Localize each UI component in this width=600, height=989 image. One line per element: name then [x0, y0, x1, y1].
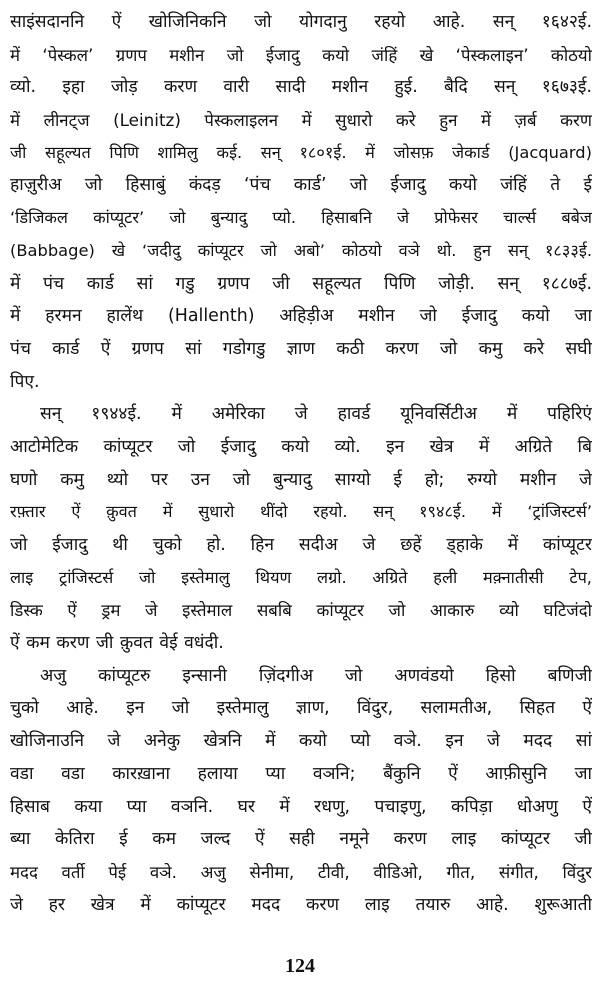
text-line: खोजिनाउनि जे अनेकु खेत्रनि में कयो प्यो वञे. इन जे मदद सां	[10, 731, 592, 752]
text-line: व्यो. इहा जोड़ करण वारी सादी मशीन हुई. बैदि सन् १६७३ई.	[10, 77, 592, 98]
text-line: में हरमन हालेंथ (Hallenth) अहिड़ीअ मशीन जो ईजादु कयो जा	[10, 306, 592, 327]
text-line: हिसाब कया प्या वञनि. घर में रधणु, पचाइणु, कपिड़ा धोअणु ऐं	[10, 796, 592, 817]
text-line: जो ईजादु थी चुको हो. हिन सदीअ जे छहें ड्हाके में कांप्यूटर	[10, 535, 592, 555]
text-line: (Babbage) खे ‘जदीदु कांप्यूटर जो अबो’ कोठयो वञे थो. हुन सन् १८३३ई.	[10, 240, 592, 260]
text-line: अजु कांप्यूटरु इन्सानी ज़िंदगीअ जो अणवंडयो हिसो बणिजी	[40, 665, 592, 686]
text-line: हाज़ुरीअ जो हिसाबुं कंदड़ ‘पंच कार्ड’ जो ईजादु कयो जंहिं ते ई	[10, 175, 592, 196]
text-line: ‘डिजिकल कांप्यूटर’ जो बुन्यादु प्यो. हिसाबनि जे प्रोफेसर चार्ल्स बबेज	[10, 208, 592, 228]
text-line: पंच कार्ड ऐं ग्रणप सां गडोगडु ज्ञाण कठी करण जो कमु करे सघी	[10, 338, 592, 359]
text-line: ऐं कम करण जी क़ुवत वेई वधंदी.	[10, 633, 224, 654]
text-line: पिए.	[10, 371, 40, 392]
body-text	[10, 6, 592, 921]
text-line: जी सहूल्यत पिणि शामिलु कई. सन् १८०१ई. में जोसफ़ जेकार्ड (Jacquard)	[10, 142, 592, 162]
text-line: सन् १९४४ई. में अमेरिका जे हावर्ड यूनिवर्सिटीअ में पहिरिएं	[40, 404, 592, 425]
text-line: रफ़्तार ऐं क़ुवत में सुधारो थींदो रहयो. सन् १९४८ई. में ‘ट्रांजिस्टर्स’	[10, 502, 592, 522]
text-line: लाइ ट्रांजिस्टर्स जो इस्तेमालु थियण लग्रो. अग्रिते हली मक़्नातीसी टेप,	[10, 567, 592, 587]
text-line: ब्या केतिरा ई कम जल्द ऐं सही नमूने करण लाइ कांप्यूटर जी	[10, 829, 592, 850]
text-line: जे हर खेत्र में कांप्यूटर मदद करण लाइ तयारु आहे. शुरूआती	[10, 894, 592, 915]
text-line: में लीनट्ज (Leinitz) पेस्कलाइलन में सुधारो करे हुन में ज़र्ब करण	[10, 110, 592, 131]
text-line: में पंच कार्ड सां गडु ग्रणप जी सहूल्यत पिणि जोड़ी. सन् १८८७ई.	[10, 273, 592, 294]
page-number: 124	[285, 955, 315, 977]
text-line: घणो कमु थ्यो पर उन जो बुन्यादु साग्यो ई हो; रुग्यो मशीन जे	[10, 469, 592, 490]
text-line: साइंसदाननि ऐं खोजिनिकनि जो योगदानु रहयो आहे. सन् १६४२ई.	[10, 12, 592, 32]
text-line: चुको आहे. इन जो इस्तेमालु ज्ञाण, विंदुर, सलामतीअ, सिहत ऐं	[10, 698, 592, 719]
text-line: मदद वर्ती पेई वञे. अजु सेनीमा, टीवी, वीडिओ, गीत, संगीत, विंदुर	[10, 861, 592, 882]
text-line: वडा वडा कारख़ाना हलाया प्या वञनि; बैंकुनि ऐं आफ़ीसुनि जा	[10, 763, 592, 784]
text-line: आटोमेटिक कांप्यूटर जो ईजादु कयो व्यो. इन खेत्र में अग्रिते बि	[10, 436, 592, 457]
text-line: में ‘पेस्कल’ ग्रणप मशीन जो ईजादु कयो जंहिं खे ‘पेस्कलाइन’ कोठयो	[10, 44, 592, 65]
text-line: डिस्क ऐं ड्रम जे इस्तेमाल सबबि कांप्यूटर जो आकारु व्यो घटिजंदो	[10, 600, 592, 621]
